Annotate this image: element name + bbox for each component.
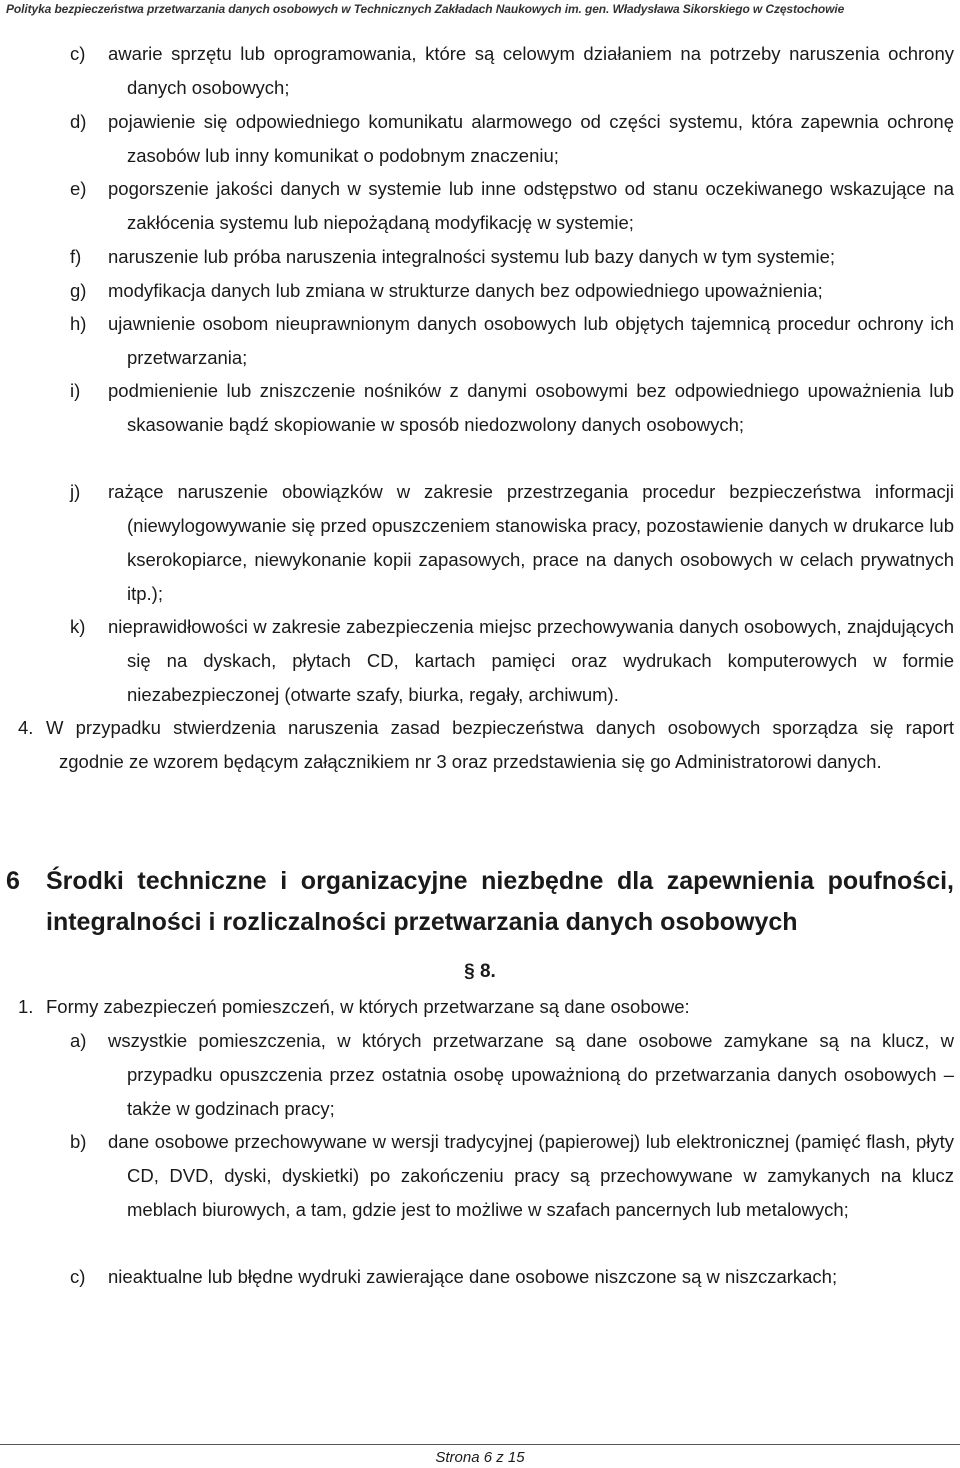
list-label: k)	[70, 616, 86, 637]
running-header: Polityka bezpieczeństwa przetwarzania danych osobowych w Technicznych Zakładach Naukowych im. gen. Władysława Sikorskiego w Częstochowie	[6, 2, 845, 16]
list-item-d	[0, 105, 954, 173]
footer-divider	[0, 1444, 960, 1445]
list-text: podmienienie lub zniszczenie nośników z danymi osobowymi bez odpowiedniego upoważnienia lub skasowanie bądź skopiowanie w sposób niedozwolony danych osobowych;	[108, 380, 954, 435]
list-item-j	[0, 475, 954, 611]
list-text: pojawienie się odpowiedniego komunikatu alarmowego od części systemu, która zapewnia ochronę zasobów lub inny komunikat o podobnym znaczeniu;	[108, 111, 954, 166]
list-label: c)	[70, 1266, 86, 1287]
list-label: d)	[70, 111, 87, 132]
point-label: 4.	[18, 717, 34, 738]
point-4	[0, 711, 954, 779]
list-text: nieprawidłowości w zakresie zabezpieczenia miejsc przechowywania danych osobowych, znajdujących się na dyskach, płytach CD, kartach pamięci oraz wydrukach komputerowych w formie niezabezpieczonej (otwarte szafy, biurka, regały, archiwum).	[108, 616, 954, 705]
list-item-c-new	[0, 1260, 954, 1294]
page-number: Strona 6 z 15	[435, 1449, 525, 1466]
list-text: modyfikacja danych lub zmiana w strukturze danych bez odpowiedniego upoważnienia;	[108, 280, 823, 301]
list-label: i)	[70, 380, 81, 401]
list-text: ujawnienie osobom nieuprawnionym danych osobowych lub objętych tajemnicą procedur ochrony ich przetwarzania;	[108, 313, 954, 368]
point-1	[0, 990, 954, 1024]
point-text: W przypadku stwierdzenia naruszenia zasad bezpieczeństwa danych osobowych sporządza się raport zgodnie ze wzorem będącym załącznikiem nr 3 oraz przedstawienia się go Administratorowi danych.	[46, 717, 954, 772]
list-text: wszystkie pomieszczenia, w których przetwarzane są dane osobowe zamykane są na klucz, w przypadku opuszczenia przez ostatnia osobę upoważnioną do przetwarzania danych osobowych – także w godzinach pracy;	[108, 1030, 954, 1119]
list-label: b)	[70, 1131, 87, 1152]
list-text: pogorszenie jakości danych w systemie lub inne odstępstwo od stanu oczekiwanego wskazujące na zakłócenia systemu lub niepożądaną modyfikację w systemie;	[108, 178, 954, 233]
list-item-b	[0, 1125, 954, 1227]
list-item-h	[0, 307, 954, 375]
list-item-c	[0, 37, 954, 105]
list-text: awarie sprzętu lub oprogramowania, które są celowym działaniem na potrzeby naruszenia ochrony danych osobowych;	[108, 43, 954, 98]
list-label: h)	[70, 313, 87, 334]
list-item-g	[0, 274, 954, 308]
list-label: g)	[70, 280, 87, 301]
list-text: naruszenie lub próba naruszenia integralności systemu lub bazy danych w tym systemie;	[108, 246, 836, 267]
list-label: e)	[70, 178, 87, 199]
paragraph-mark: § 8.	[464, 961, 496, 982]
list-text: nieaktualne lub błędne wydruki zawierające dane osobowe niszczone są w niszczarkach;	[108, 1266, 838, 1287]
section-heading	[0, 861, 954, 943]
list-text: rażące naruszenie obowiązków w zakresie przestrzegania procedur bezpieczeństwa informacji (niewylogowywanie się przed opuszczeniem stanowiska pracy, pozostawienie danych w drukarce lub kserokopiarce, niewykonanie kopii zapasowych, prace na danych osobowych w celach prywatnych itp.);	[108, 481, 954, 604]
list-text: dane osobowe przechowywane w wersji tradycyjnej (papierowej) lub elektronicznej (pamięć flash, płyty CD, DVD, dyski, dyskietki) po zakończeniu pracy są przechowywane w zamykanych na klucz meblach biurowych, a tam, gdzie jest to możliwe w szafach pancernych lub metalowych;	[108, 1131, 954, 1220]
list-label: a)	[70, 1030, 87, 1051]
list-label: j)	[70, 481, 81, 502]
section-title: Środki techniczne i organizacyjne niezbędne dla zapewnienia poufności, integralności i rozliczalności przetwarzania danych osobowych	[46, 867, 954, 936]
list-item-e	[0, 172, 954, 240]
list-item-k	[0, 610, 954, 712]
list-label: f)	[70, 246, 82, 267]
list-item-f	[0, 240, 954, 274]
list-item-a	[0, 1024, 954, 1126]
list-item-i	[0, 374, 954, 442]
list-label: c)	[70, 43, 86, 64]
section-number: 6	[6, 867, 20, 895]
point-text: Formy zabezpieczeń pomieszczeń, w których przetwarzane są dane osobowe:	[46, 996, 690, 1017]
point-label: 1.	[18, 996, 34, 1017]
